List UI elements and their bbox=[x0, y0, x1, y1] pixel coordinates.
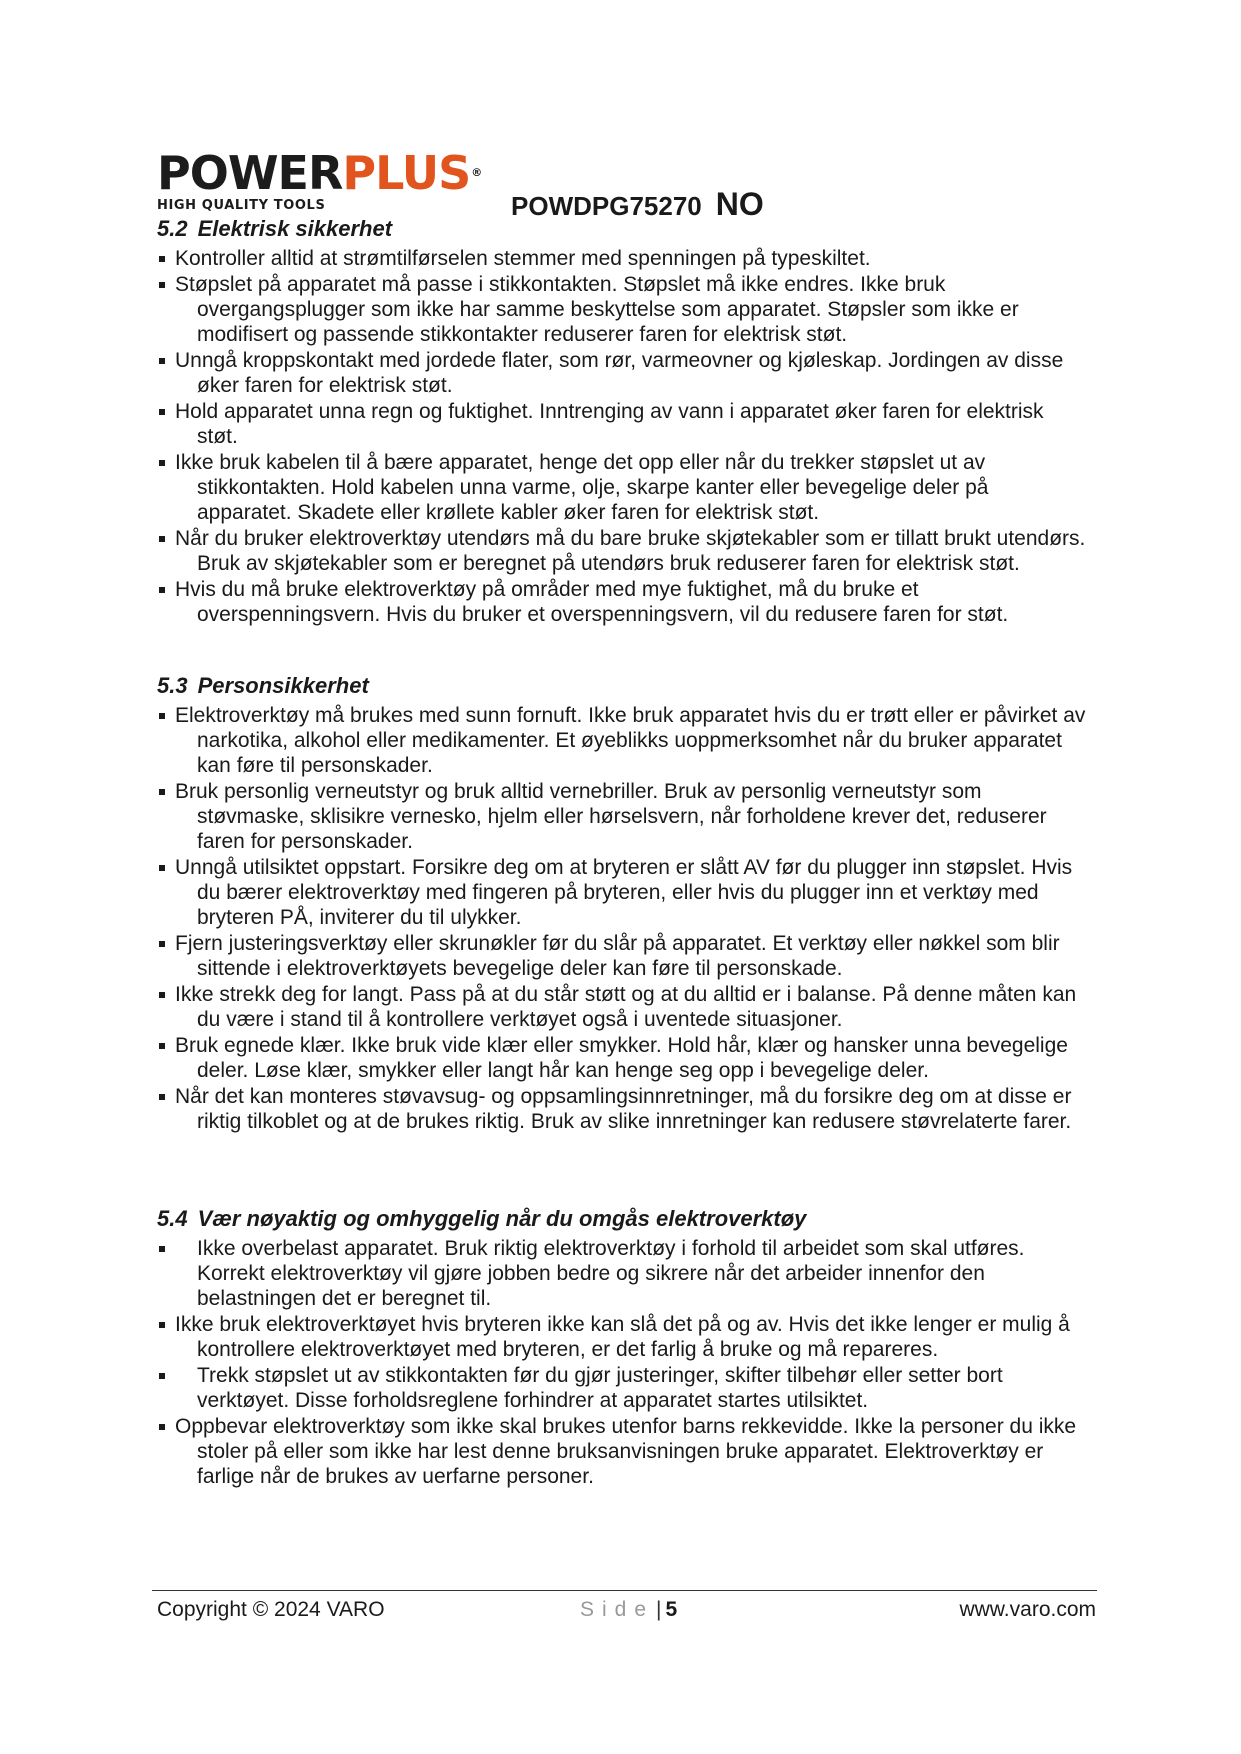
list-item: Ikke bruk elektroverktøyet hvis bryteren ikke kan slå det på og av. Hvis det ikke lenger er mulig å kontrollere elektroverktøyet med bryteren, er det farlig å bruke og må repareres. bbox=[157, 1312, 1087, 1362]
list-item: Trekk støpslet ut av stikkontakten før du gjør justeringer, skifter tilbehør eller setter bort verktøyet. Disse forholdsreglene forhindrer at apparatet startes utilsiktet. bbox=[157, 1363, 1087, 1413]
list-item: Kontroller alltid at strømtilførselen stemmer med spenningen på typeskiltet. bbox=[157, 246, 1087, 271]
logo-plus-text: PLUS bbox=[342, 146, 471, 200]
page-separator: | bbox=[656, 1598, 662, 1621]
section-title: Vær nøyaktig og omhyggelig når du omgås elektroverktøy bbox=[197, 1206, 807, 1231]
bullet-icon bbox=[159, 1043, 165, 1049]
language-code: NO bbox=[715, 186, 764, 222]
list-item: Elektroverktøy må brukes med sunn fornuft. Ikke bruk apparatet hvis du er trøtt eller er påvirket av narkotika, alkohol eller medikamenter. Et øyeblikks uoppmerksomhet når du bruker apparatet kan føre til personskader. bbox=[157, 703, 1087, 778]
footer-website: www.varo.com bbox=[959, 1598, 1096, 1621]
section-list-5-3 bbox=[157, 703, 1087, 1135]
bullet-icon bbox=[159, 358, 165, 364]
section-title: Elektrisk sikkerhet bbox=[197, 216, 393, 241]
logo-power-text: POWER bbox=[157, 146, 343, 200]
bullet-icon bbox=[159, 1373, 165, 1379]
bullet-icon bbox=[159, 1246, 165, 1252]
logo-tagline: HIGH QUALITY TOOLS bbox=[157, 198, 326, 213]
section-title: Personsikkerhet bbox=[197, 673, 369, 698]
bullet-icon bbox=[159, 587, 165, 593]
bullet-icon bbox=[159, 713, 165, 719]
list-item: Ikke strekk deg for langt. Pass på at du står støtt og at du alltid er i balanse. På denne måten kan du være i stand til å kontrollere verktøyet også i uventede situasjoner. bbox=[157, 982, 1087, 1032]
bullet-icon bbox=[159, 865, 165, 871]
page-number-value: 5 bbox=[665, 1598, 678, 1621]
section-heading-5-3 bbox=[157, 673, 369, 699]
list-item: Unngå kroppskontakt med jordede flater, som rør, varmeovner og kjøleskap. Jordingen av disse øker faren for elektrisk støt. bbox=[157, 348, 1087, 398]
bullet-icon bbox=[159, 1424, 165, 1430]
model-number: POWDPG75270 bbox=[511, 191, 702, 221]
bullet-icon bbox=[159, 1322, 165, 1328]
powerplus-logo bbox=[157, 146, 497, 213]
list-item: Når det kan monteres støvavsug- og oppsamlingsinnretninger, må du forsikre deg om at disse er riktig tilkoblet og at de brukes riktig. Bruk av slike innretninger kan redusere støvrelaterte farer. bbox=[157, 1084, 1087, 1134]
list-item: Støpslet på apparatet må passe i stikkontakten. Støpslet må ikke endres. Ikke bruk overgangsplugger som ikke har samme beskyttelse som apparatet. Støpsler som ikke er modifisert og passende stikkontakter reduserer faren for elektrisk støt. bbox=[157, 272, 1087, 347]
list-item: Bruk personlig verneutstyr og bruk alltid vernebriller. Bruk av personlig verneutstyr som støvmaske, sklisikre vernesko, hjelm eller hørselsvern, når forholdene krever det, reduserer faren for personskader. bbox=[157, 779, 1087, 854]
bullet-icon bbox=[159, 256, 165, 262]
registered-mark: ® bbox=[471, 166, 482, 179]
model-header bbox=[511, 186, 764, 223]
bullet-icon bbox=[159, 789, 165, 795]
logo-wordmark bbox=[157, 146, 497, 200]
bullet-icon bbox=[159, 1094, 165, 1100]
list-item: Hold apparatet unna regn og fuktighet. Inntrenging av vann i apparatet øker faren for elektrisk støt. bbox=[157, 399, 1087, 449]
bullet-icon bbox=[159, 460, 165, 466]
list-item: Bruk egnede klær. Ikke bruk vide klær eller smykker. Hold hår, klær og hansker unna bevegelige deler. Løse klær, smykker eller langt hår kan henge seg opp i bevegelige deler. bbox=[157, 1033, 1087, 1083]
bullet-icon bbox=[159, 941, 165, 947]
side-label: Side bbox=[580, 1598, 655, 1621]
bullet-icon bbox=[159, 536, 165, 542]
list-item: Når du bruker elektroverktøy utendørs må du bare bruke skjøtekabler som er tillatt brukt utendørs. Bruk av skjøtekabler som er beregnet på utendørs bruk reduserer faren for elektrisk støt. bbox=[157, 526, 1087, 576]
list-item: Fjern justeringsverktøy eller skrunøkler før du slår på apparatet. Et verktøy eller nøkkel som blir sittende i elektroverktøyets bevegelige deler kan føre til personskade. bbox=[157, 931, 1087, 981]
list-item: Ikke overbelast apparatet. Bruk riktig elektroverktøy i forhold til arbeidet som skal utføres. Korrekt elektroverktøy vil gjøre jobben bedre og sikrere når det arbeider innenfor den belastningen det er beregnet til. bbox=[157, 1236, 1087, 1311]
section-heading-5-2 bbox=[157, 216, 392, 242]
list-item: Hvis du må bruke elektroverktøy på områder med mye fuktighet, må du bruke et overspenningsvern. Hvis du bruker et overspenningsvern, vil du redusere faren for støt. bbox=[157, 577, 1087, 627]
bullet-icon bbox=[159, 992, 165, 998]
section-list-5-4 bbox=[157, 1236, 1087, 1490]
section-heading-5-4 bbox=[157, 1206, 806, 1232]
list-item: Ikke bruk kabelen til å bære apparatet, henge det opp eller når du trekker støpslet ut av stikkontakten. Hold kabelen unna varme, olje, skarpe kanter eller bevegelige deler på apparatet. Skadete eller krøllete kabler øker faren for elektrisk støt. bbox=[157, 450, 1087, 525]
page-number bbox=[580, 1598, 677, 1622]
section-list-5-2 bbox=[157, 246, 1087, 628]
section-number: 5.2 bbox=[157, 216, 188, 241]
section-number: 5.3 bbox=[157, 673, 188, 698]
list-item: Oppbevar elektroverktøy som ikke skal brukes utenfor barns rekkevidde. Ikke la personer du ikke stoler på eller som ikke har lest denne bruksanvisningen bruke apparatet. Elektroverktøy er farlige når de brukes av uerfarne personer. bbox=[157, 1414, 1087, 1489]
section-number: 5.4 bbox=[157, 1206, 188, 1231]
footer-divider bbox=[152, 1590, 1097, 1591]
footer-copyright: Copyright © 2024 VARO bbox=[157, 1598, 385, 1621]
list-item: Unngå utilsiktet oppstart. Forsikre deg om at bryteren er slått AV før du plugger inn støpslet. Hvis du bærer elektroverktøy med fingeren på bryteren, eller hvis du plugger inn et verktøy med bryteren PÅ, inviterer du til ulykker. bbox=[157, 855, 1087, 930]
bullet-icon bbox=[159, 409, 165, 415]
bullet-icon bbox=[159, 282, 165, 288]
